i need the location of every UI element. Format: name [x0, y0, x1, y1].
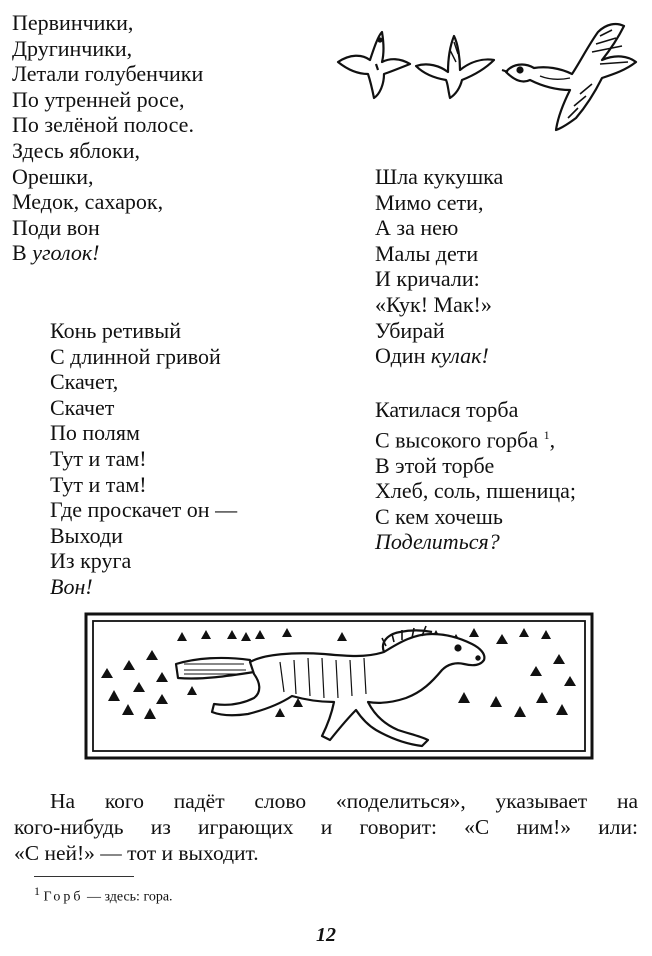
dove-left-icon	[338, 32, 410, 98]
poem-line: Катилася торба	[375, 397, 519, 422]
footnote-mark: 1	[34, 884, 40, 898]
poem-line: Шла кукушка	[375, 164, 504, 189]
poem-line: Убирай	[375, 317, 445, 343]
poem-line: Другинчики,	[12, 35, 133, 61]
poem-last-italic: кулак!	[430, 343, 489, 369]
poem-last-prefix: В	[12, 240, 33, 266]
poem-line: Тут и там!	[50, 471, 147, 497]
game-instruction	[14, 788, 638, 866]
poem-line: Малы дети	[375, 240, 479, 266]
footnote-term: Горб	[43, 889, 84, 905]
poem-line: Скачет,	[50, 369, 119, 395]
poem-kon-retivyi	[50, 318, 237, 600]
poem-last-italic: Вон!	[50, 573, 93, 599]
poem-last-prefix: Один	[375, 343, 431, 369]
instruction-line: На кого падёт слово «поделиться», указывает на	[50, 789, 638, 813]
poem-line: Мимо сети,	[375, 189, 484, 215]
dove-middle-icon	[416, 36, 494, 98]
poem-line: Тут и там!	[50, 445, 147, 471]
poem-line-with-footnote	[375, 423, 576, 453]
instruction-line: кого-нибудь из играющих и говорит: «С ним!» или:	[14, 815, 638, 839]
poem-line: Первинчики,	[12, 10, 134, 35]
instruction-line: «С ней!» — тот и выходит.	[14, 841, 259, 865]
birds-illustration	[330, 14, 640, 139]
poem-kukushka	[375, 164, 503, 369]
horse-illustration	[84, 612, 594, 760]
goose-right-icon	[502, 24, 636, 130]
poem-line: С кем хочешь	[375, 503, 503, 529]
poem-line: По утренней росе,	[12, 86, 185, 112]
footnote-mark: 1	[543, 427, 550, 442]
poem-line-text: С высокого горба	[375, 426, 539, 452]
poem-line: В этой торбе	[375, 452, 495, 478]
footnote	[34, 884, 173, 906]
poem-line: Медок, сахарок,	[12, 189, 164, 215]
poem-line: Хлеб, соль, пшеница;	[375, 478, 576, 504]
poem-line: Где проскачет он —	[50, 497, 238, 523]
poem-last-italic: уголок!	[32, 240, 100, 266]
poem-last-line	[12, 240, 203, 266]
poem-line: Скачет	[50, 394, 115, 420]
poem-line: «Кук! Мак!»	[375, 291, 492, 317]
footnote-text: — здесь: гора.	[83, 889, 173, 905]
footnote-divider	[34, 876, 134, 877]
page-number: 12	[316, 924, 336, 946]
poem-last-line	[375, 343, 503, 369]
poem-line: Выходи	[50, 522, 123, 548]
poem-line: По зелёной полосе.	[12, 112, 194, 138]
poem-line: С длинной гривой	[50, 343, 221, 369]
poem-line: По полям	[50, 420, 140, 446]
poem-line: Здесь яблоки,	[12, 137, 140, 163]
poem-line: И кричали:	[375, 266, 480, 292]
poem-line: Конь ретивый	[50, 318, 181, 343]
poem-line: Из круга	[50, 548, 132, 574]
poem-line: Поди вон	[12, 214, 100, 240]
poem-line: Летали голубенчики	[12, 61, 204, 87]
poem-torba	[375, 397, 576, 555]
poem-line: А за нею	[375, 215, 459, 241]
poem-last-italic: Поделиться?	[375, 529, 500, 555]
poem-line: Орешки,	[12, 163, 94, 189]
poem-pervinchiki	[12, 10, 203, 266]
poem-line-tail: ,	[549, 426, 556, 452]
